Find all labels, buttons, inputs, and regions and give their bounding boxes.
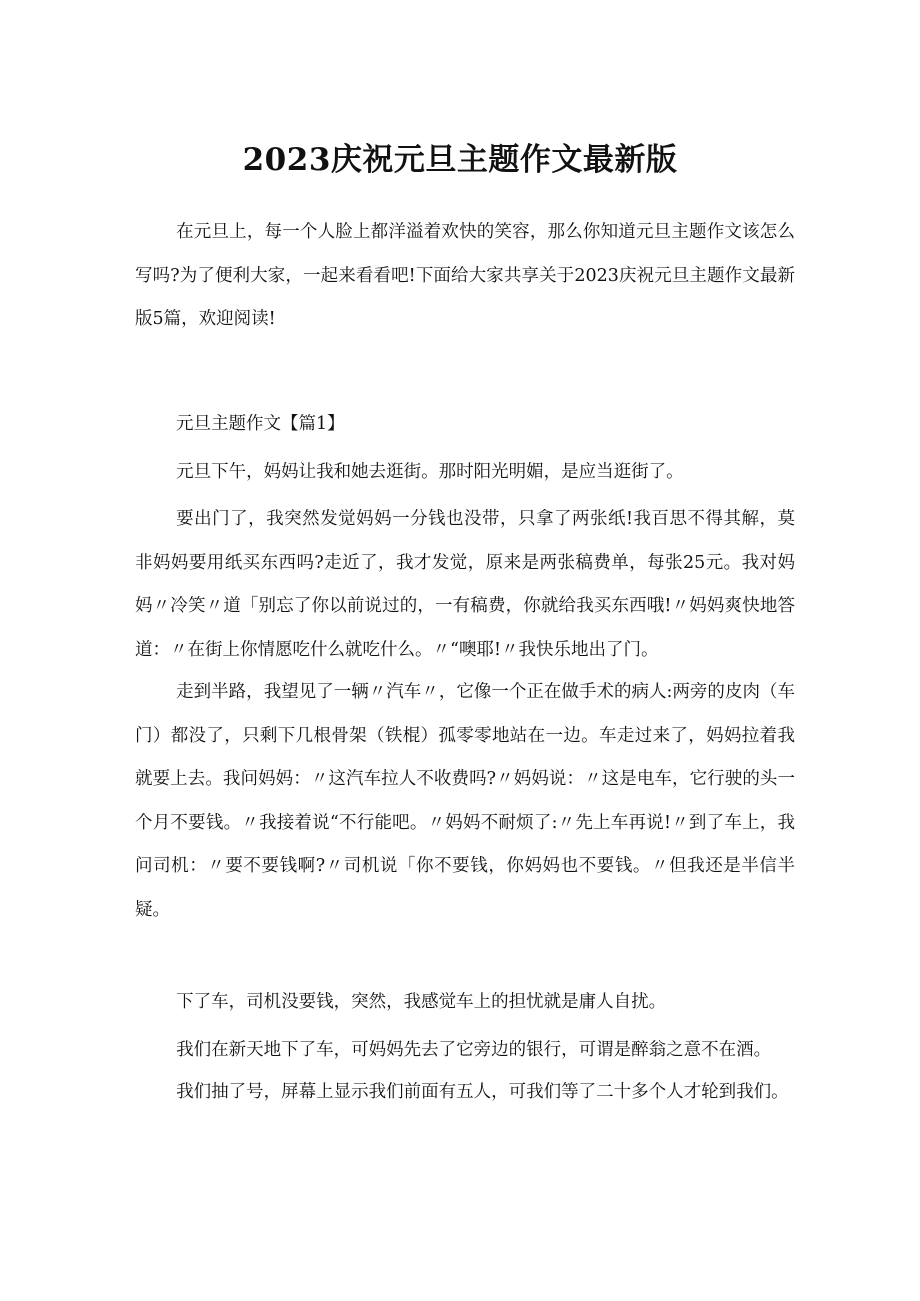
body-paragraph-3: 走到半路，我望见了一辆〃汽车〃，它像一个正在做手术的病人:两旁的皮肉（车门）都没了，只剩下几根骨架（铁棍）孤零零地站在一边。车走过来了，妈妈拉着我就要上去。我问妈妈：〃这汽车拉人不收费吗?〃妈妈说：〃这是电车，它行驶的头一个月不要钱。〃我接着说“不行能吧。〃妈妈不耐烦了:〃先上车再说!〃到了车上，我问司机：〃要不要钱啊?〃司机说「你不要钱，你妈妈也不要钱。〃但我还是半信半疑。 <box>135 682 795 920</box>
section-heading: 元旦主题作文【篇1】 <box>176 414 345 434</box>
intro-paragraph: 在元旦上，每一个人脸上都洋溢着欢快的笑容，那么你知道元旦主题作文该怎么写吗?为了便利大家，一起来看看吧!下面给大家共享关于2023庆祝元旦主题作文最新版5篇，欢迎阅读! <box>135 222 795 329</box>
body-paragraph-2: 要出门了，我突然发觉妈妈一分钱也没带，只拿了两张纸!我百思不得其解，莫非妈妈要用纸买东西吗?走近了，我才发觉，原来是两张稿费单，每张25元。我对妈妈〃冷笑〃道「别忘了你以前说过的，一有稿费，你就给我买东西哦!〃妈妈爽快地答道：〃在街上你情愿吃什么就吃什么。〃“噢耶!〃我快乐地出了门。 <box>135 509 795 660</box>
body-paragraph-5: 我们在新天地下了车，可妈妈先去了它旁边的银行，可谓是醉翁之意不在酒。 <box>176 1040 772 1060</box>
body-paragraph-4: 下了车，司机没要钱，突然，我感觉车上的担忧就是庸人自扰。 <box>176 992 667 1012</box>
body-paragraph-1: 元旦下午，妈妈让我和她去逛街。那时阳光明媚，是应当逛街了。 <box>176 462 684 482</box>
document-title: 2023庆祝元旦主题作文最新版 <box>242 142 678 178</box>
body-paragraph-6: 我们抽了号，屏幕上显示我们前面有五人，可我们等了二十多个人才轮到我们。 <box>176 1082 789 1102</box>
